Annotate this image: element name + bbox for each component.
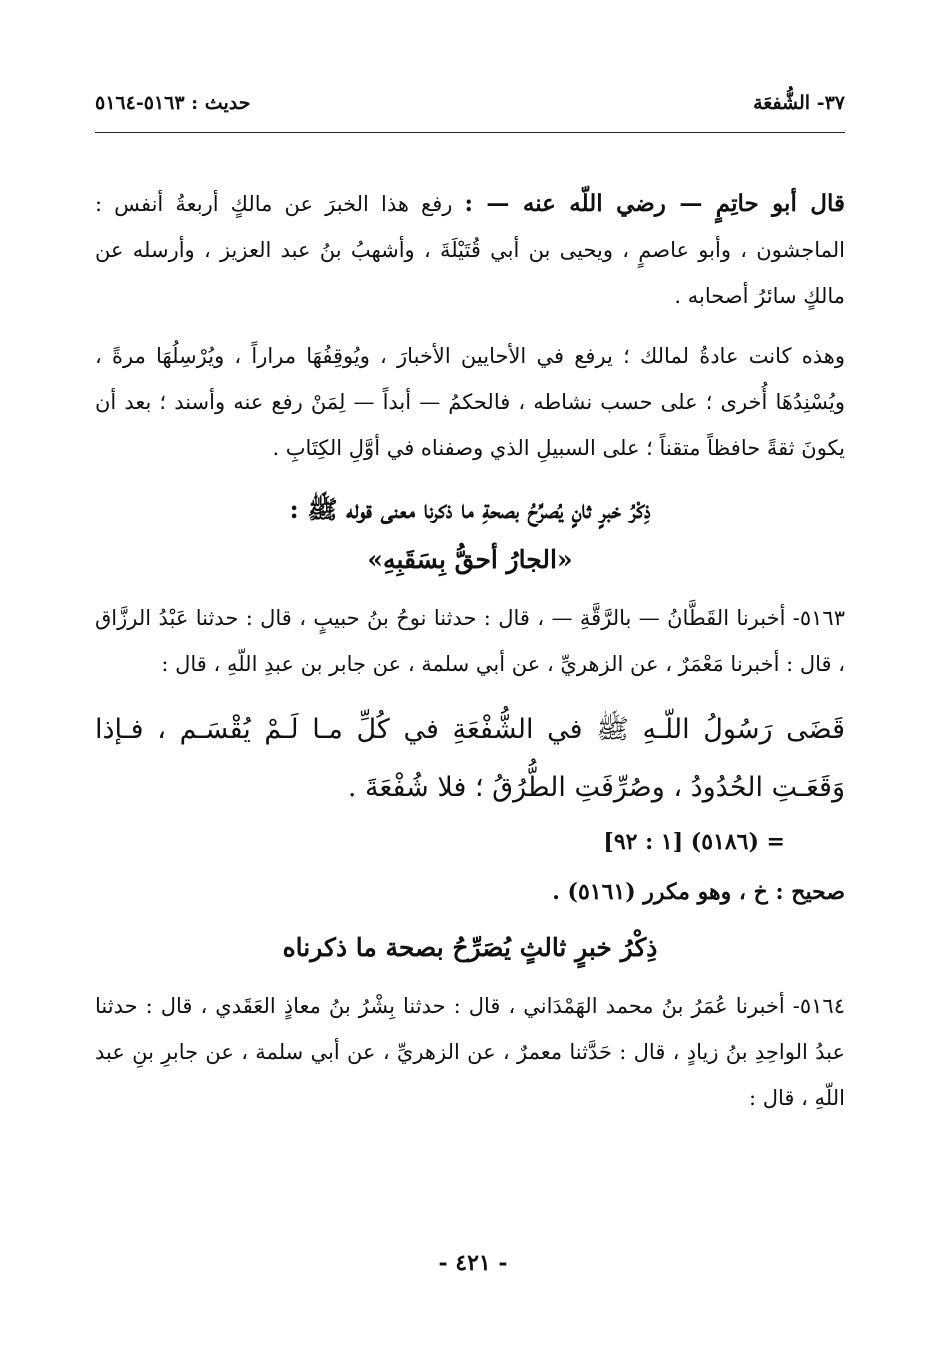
running-header [95, 92, 845, 128]
abu-hatim-lead: قال أبو حاتِمٍ — رضي اللّه عنه — : [464, 190, 845, 217]
page-number: - ٤٢١ - [438, 1250, 508, 1276]
hadith-5163-matn: قَضَى رَسُولُ اللّـهِ ﷺ في الشُّفْعَةِ في كُلِّ مـا لَـمْ يُقْسَـم ، فـإذا وَقَعَـتِ الحُدُودُ ، وصُرِّفَتِ الطُّرُقُ ؛ فلا شُفْعَةَ . [95, 714, 845, 803]
paragraph-malik-habit: وهذه كانت عادةُ لمالك ؛ يرفع في الأحايين الأخبارَ ، ويُوقِفُهَا مراراً ، ويُرْسِلُهَا مرةً ، ويُسْنِدُهَا أُخرى ؛ على حسب نشاطه ، فالحكمُ — أبداً — لِمَنْ رفع عنه وأسند ؛ بعد أن يكونَ ثقةً حافظاً متقناً ؛ على السبيلِ الذي وصفناه في أوَّلِ الكِتَابِ . [95, 344, 845, 460]
paragraph-abu-hatim [95, 181, 845, 319]
abu-hatim-text: رفع هذا الخبرَ عن مالكٍ أربعةُ أنفس : الماجشون ، وأبو عاصمٍ ، ويحيى بن أبي قُتَيْلَةَ ، وأشهبُ بنُ عبد العزيز ، وأرسله عن مالكٍ سائرُ أصحابه . [95, 192, 845, 308]
heading-line-2: «الجارُ أحقُّ بِسَقَبِهِ» [367, 545, 573, 574]
chapter-title: ٣٧- الشُّفعَة [753, 92, 845, 114]
header-rule [95, 132, 845, 133]
heading-line-1: ذِكْرُ خبرٍ ثانٍ يُصرِّحُ بصحةِ ما ذكرنا معنى قوله ﷺ : [289, 495, 651, 524]
hadith-5164-isnad: ٥١٦٤- أخبرنا عُمَرُ بنُ محمد الهَمْدَاني ، قال : حدثنا بِشْرُ بنُ معاذٍ العَقَدي ، قال : حدثنا عبدُ الواحِدِ بنُ زيادٍ ، قال : حَدَّثنا معمرٌ ، عن الزهريِّ ، عن أبي سلمة ، عن جابرِ بنِ عبد اللّهِ ، قال : [95, 994, 845, 1110]
hadith-5163-cross-reference: = (٥١٨٦) [١ : ٩٢] [603, 829, 785, 855]
hadith-5163-grading: صحيح : خ ، وهو مكرر (٥١٦١) . [552, 879, 845, 905]
section-heading-second-report [95, 485, 845, 585]
section-heading-third-report: ذِكْرُ خبرٍ ثالثٍ يُصَرِّحُ بصحة ما ذكرناه [282, 933, 658, 962]
hadith-5163-isnad: ٥١٦٣- أخبرنا القَطَّانُ — بالرَّقَّةِ — ، قال : حدثنا نوحُ بنُ حبيبٍ ، قال : حدثنا عَبْدُ الرزَّاق ، قال : أخبرنا مَعْمَرٌ ، عن الزهريِّ ، عن أبي سلمة ، عن جابر بن عبدِ اللّهِ ، قال : [95, 606, 845, 676]
hadith-range: حديث : ٥١٦٣-٥١٦٤ [95, 92, 251, 114]
page-content [95, 92, 845, 1135]
